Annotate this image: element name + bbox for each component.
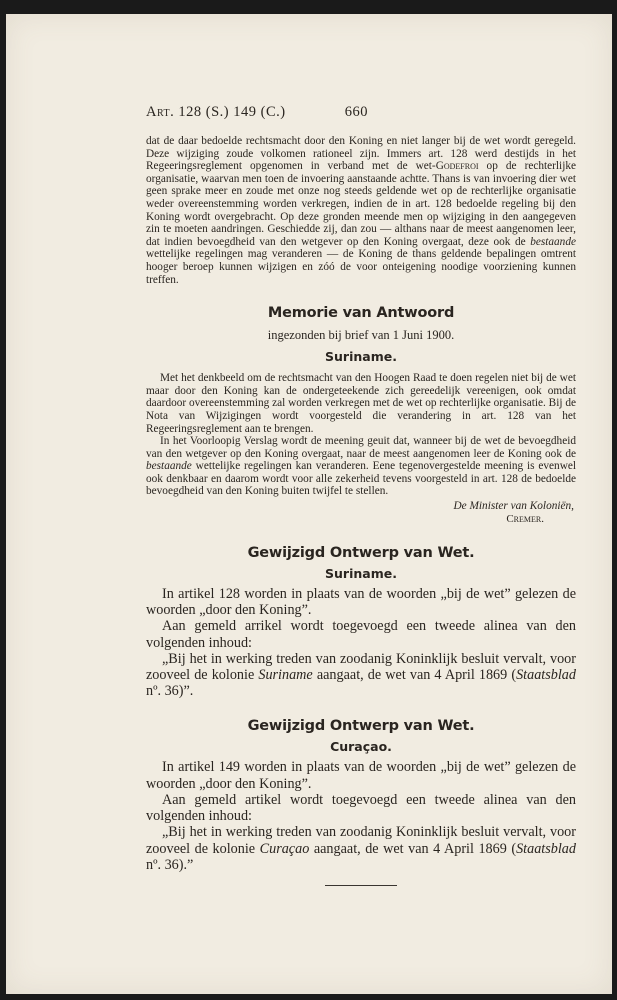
running-head	[146, 104, 368, 121]
ontwerp-suriname-title: Gewijzigd Ontwerp van Wet.	[247, 545, 475, 562]
memorie-paragraph-1: Met het denkbeeld om de rechtsmacht van den Hoogen Raad te doen regelen niet bij de wet maar door den Koning kan de ondergeteekende zich gereedelijk vereenigen, ook omdat daardoor overeenstemming zal worden verkregen met de wet op rechterlijke organisatie. Bij de Nota van Wijzigingen wordt voorgesteld die verandering in art. 128 van het Regeeringsreglement aan te brengen.	[146, 372, 576, 435]
memorie-title: Memorie van Antwoord	[267, 305, 455, 322]
curacao-paragraph-3: „Bij het in werking treden van zoodanig Koninklijk besluit vervalt, voor zooveel de kolonie Curaçao aangaat, de wet van 4 April 1869 (Staatsblad nº. 36).”	[146, 824, 576, 873]
memorie-paragraph-2: In het Voorloopig Verslag wordt de meening geuit dat, wanneer bij de wet de bevoegdheid van den wetgever op den Koning overgaat, naar de meest aangenomen leer de Koning ook de bestaande wettelijke regelingen kan veranderen. Eene tegenovergestelde meening is evenwel ook denkbaar en daarom wordt voor alle zekerheid tevens voorgesteld in art. 128 de bedoelde bevoegdheid van den Koning buiten twijfel te stellen.	[146, 435, 576, 498]
page-content	[146, 104, 576, 886]
signature-title: De Minister van Koloniën,	[453, 500, 574, 513]
memorie-colony-heading: Suriname.	[325, 349, 397, 365]
suriname-paragraph-2: Aan gemeld arrikel wordt toegevoegd een tweede alinea van den volgenden inhoud:	[146, 618, 576, 651]
ontwerp-curacao-title: Gewijzigd Ontwerp van Wet.	[247, 718, 475, 735]
document-page	[6, 14, 612, 994]
name-godefroi: Godefroi	[435, 160, 479, 173]
ontwerp-suriname-colony: Suriname.	[325, 566, 397, 582]
page-number: 660	[344, 104, 368, 120]
ontwerp-curacao-colony: Curaçao.	[330, 739, 392, 755]
curacao-paragraph-1: In artikel 149 worden in plaats van de woorden „bij de wet” gelezen de woorden „door den Koning”.	[146, 759, 576, 792]
article-reference: Art. 128 (S.) 149 (C.)	[146, 104, 286, 120]
signature-name: Cremer.	[506, 513, 544, 526]
memorie-subtitle: ingezonden bij brief van 1 Juni 1900.	[267, 328, 455, 343]
closing-rule	[325, 885, 397, 886]
continuation-paragraph: dat de daar bedoelde rechtsmacht door den Koning en niet langer bij de wet wordt geregeld. Deze wijziging zoude volkomen rationeel zijn. Immers art. 128 werd destijds in het Regeeringsreglement opgenomen in verband met de wet-Godefroi op de rechterlijke organisatie, waarvan men toen de invoering aanstaande achtte. Thans is van invoering dier wet geen sprake meer en zoude met onze nog steeds geldende wet op de rechterlijke organisatie weder overeenstemming worden verkregen, indien de in art. 128 bedoelde regeling bij den Koning wordt overgebracht. Op deze gronden meende men op wijziging in den aangegeven zin te moeten aandringen. Geschiedde zij, dan zou — althans naar de meest aangenomen leer, dat indien bevoegdheid van den wetgever op den Koning overgaat, deze ook de bestaande wettelijke regelingen mag veranderen — de Koning de thans geldende bepalingen omtrent hooger beroep kunnen wijzigen en zóó de voor onteigening noodige voorziening kunnen treffen.	[146, 135, 576, 286]
curacao-paragraph-2: Aan gemeld artikel wordt toegevoegd een tweede alinea van den volgenden inhoud:	[146, 791, 576, 825]
suriname-paragraph-3: „Bij het in werking treden van zoodanig Koninklijk besluit vervalt, voor zooveel de kolonie Suriname aangaat, de wet van 4 April 1869 (Staatsblad nº. 36)”.	[146, 650, 576, 700]
suriname-paragraph-1: In artikel 128 worden in plaats van de woorden „bij de wet” gelezen de woorden „door den Koning”.	[146, 586, 576, 619]
